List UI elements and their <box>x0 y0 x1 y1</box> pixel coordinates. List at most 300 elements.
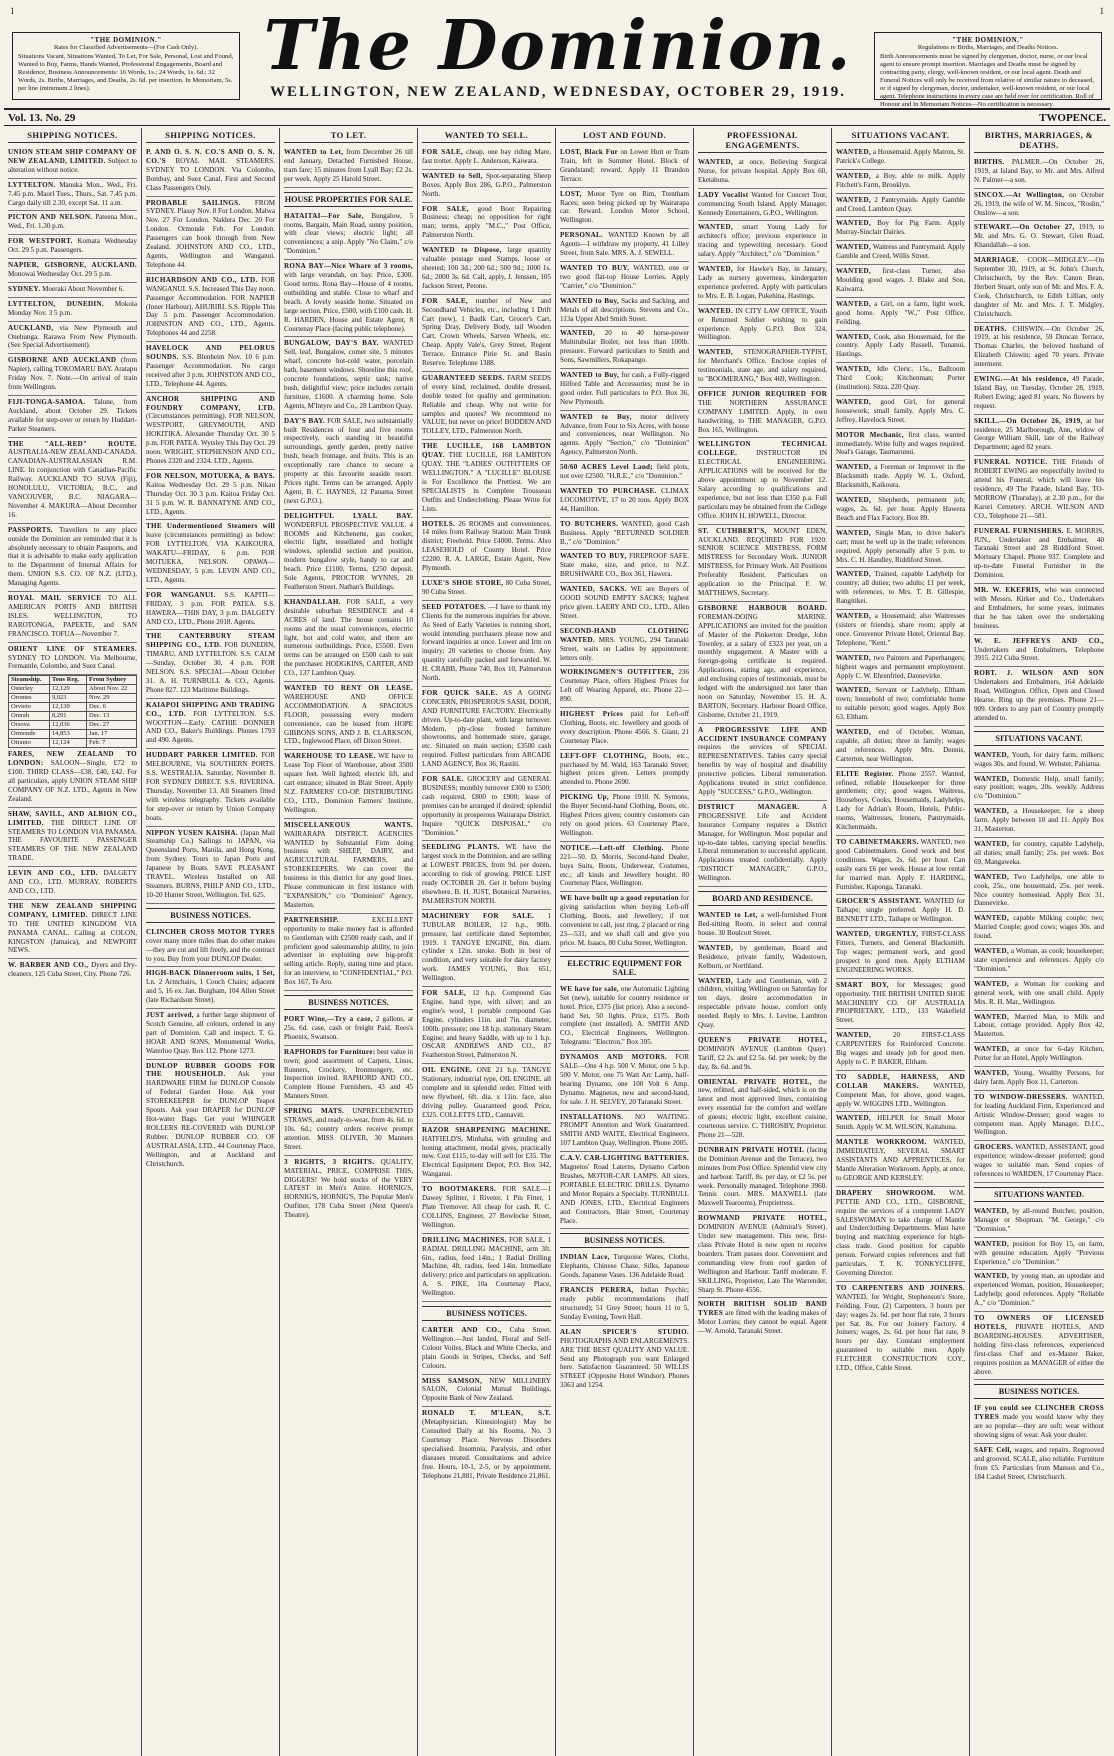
ad-heading: RICHARDSON AND CO., LTD. <box>146 275 258 284</box>
ad-heading: TO CARPENTERS AND JOINERS. <box>836 1283 965 1292</box>
table-cell: Ormonde <box>9 730 50 739</box>
ad-body: Komata Wednesday Oct. 29 5 p.m. Passengers. <box>8 237 137 255</box>
ad-heading: GUARANTEED SEEDS. <box>422 373 505 382</box>
table-cell: Otranto <box>9 739 50 748</box>
classified-advertisement <box>146 630 275 698</box>
ad-body: WANTED, ASSISTANT, good experience; window-dresser preferred; good wages to suitable man. Send copies of references to WARDEN, 17 Courtenay Place. <box>974 1143 1104 1179</box>
ad-heading: DRILLING MACHINES. <box>422 1235 507 1244</box>
ad-heading: WE have for sale, <box>560 984 619 993</box>
classified-advertisement <box>8 524 137 592</box>
ad-heading: WANTED, <box>974 872 1010 881</box>
ad-body: FOR SALE, 1 RADIAL DRILLING MACHINE, arm 3ft. 6in., radius, feed 14in.; 1 Radial Drilling Machine, 4ft. radius, feed 14in. Immediate delivery; price and particulars on application. A. S. PIKE, 10a Courtenay Place, Wellington. <box>422 1235 551 1298</box>
ad-body: Bungalow, 5 rooms, Bargain, Main Road, sunny position, with clear views; electric light; all conveniences; a snip. Apply "No Claim," c/o "Dominion." <box>284 211 413 256</box>
ad-body: Spot-separating Sheep Boxes. Apply Box 286, G.P.O., Palmerston North. <box>422 171 552 198</box>
ad-body: COOK—MIDGLEY.—On September 30, 1919, at St. John's Church, Christchurch, by the Rev. Canon Bean, Herbert Stuart, only son of Mr. and Mrs. F. A. Cook, Christchurch, to Edith Lillian, only daughter of Mr. and Mrs. J. T. Midgley, Christchurch. <box>974 256 1104 318</box>
ad-body: Monowai Wednesday Oct. 29 5 p.m. <box>8 269 112 278</box>
ad-body: for Messages; good opportunity. THE BRITISH UNITED SHOE MACHINERY CO. OF AUSTRALIA PROPRIETARY, LTD., 133 Wakefield Street. <box>836 980 965 1025</box>
ad-heading: HIGHEST Prices <box>560 710 624 719</box>
classified-advertisement <box>284 1105 413 1156</box>
ad-body: via New Plymouth and Onehunga. Rarawa From New Plymouth. (See Special Advertisement). <box>8 323 137 350</box>
ad-heading: LYTTELTON, DUNEDIN. <box>8 299 104 308</box>
ad-body: for Hawke's Bay, in January, Lady as nursery governess, kindergarten experience preferred. Apply with particulars to Mrs. E. B. Logan, Pukehina, Hastings. <box>698 265 828 300</box>
ad-body: first class, wanted immediately. Write fully and wages required. Neal's Garage, Taumarunui. <box>836 430 965 457</box>
ad-heading: WANTED, <box>560 329 596 338</box>
section-heading: BUSINESS NOTICES. <box>146 908 275 923</box>
ad-heading: WANTED to Let, <box>284 148 344 156</box>
classified-advertisement <box>836 1136 965 1187</box>
classified-advertisement <box>698 801 827 887</box>
classified-advertisement <box>560 583 689 625</box>
classified-advertisement <box>560 1326 689 1393</box>
ad-body: SYDNEY TO LONDON. Via Melbourne, Fremantle, Colombo, and Suez Canal. <box>8 653 137 671</box>
ad-heading: RONA BAY—Nice Whare of 3 rooms, <box>284 262 413 271</box>
ad-body: Shepherds, permanent job; wages, 2s. 6d. per hour. Apply Hawera Beach and Flax Factory, Box 89. <box>836 496 965 522</box>
classified-advertisement <box>8 179 137 212</box>
ad-heading: THE NEW ZEALAND SHIPPING COMPANY, LIMITED. <box>8 901 137 919</box>
ad-heading: HOTELS. <box>422 519 456 528</box>
classified-advertisement <box>284 596 413 682</box>
classified-advertisement <box>974 1043 1104 1067</box>
section-heading: SITUATIONS WANTED. <box>974 1187 1104 1202</box>
column-heading: SHIPPING NOTICES. <box>8 130 137 143</box>
ad-body: FOREMAN-DOING MARINE. APPLICATIONS are invited for the position of Master of the Pinkerton Dredge, John Townley, at a salary of £323 per year, on a monthly engagement. A Master with a foreign-going certificate is required. Applications, stating age, and experience, and enclosing copies of testimonials, must be lodged with the undersigned not later than noon on Saturday, November 15. H. A. BARTON, Secretary. Harbour Board Office, Gisborne, October 21, 1919. <box>698 612 827 719</box>
ad-body: WAIRARAPA DISTRICT. AGENCIES WANTED by Substantial Firm doing business with SHEEP, DAIRY, and AGRICULTURAL FARMERS, and STOREKEEPERS. We can cover the business in this district for any good lines. Please communicate in first instance with "EXPANSION," c/o "Dominion" Agency, Masterton. <box>284 829 413 909</box>
ad-heading: SHAW, SAVILL, AND ALBION CO., LIMITED. <box>8 809 137 827</box>
ad-body: Phone 1910. N. Symons, the Buyer Second-hand Clothing, Boots, etc. Highest Prices given; country customers can rely on good prices. 63 Courtenay Place, Wellington. <box>560 793 689 837</box>
ad-heading: GROCERS. <box>974 1143 1014 1152</box>
classified-advertisement <box>422 203 551 245</box>
ad-body: FOR SALE, two substantially built Residences of four and five rooms respectively, each standing in beautiful surroundings, gently garden, pretty native bush, beach frontage, and fruits. This is an exceptionally rare chance to secure a property at this favourite seaside resort. Prices right. Terms can be arranged. Apply Agent, B. C. HAYNES, 12 Panama Street (next G.P.O.). <box>284 416 414 505</box>
classified-advertisement <box>422 1324 551 1375</box>
ad-heading: WANTED, <box>836 496 872 505</box>
ad-body: Subject to alteration without notice. <box>8 156 137 174</box>
ad-body: by gentleman, Board and Residence, private family, Wadestown, Kelburn, or Northland. <box>698 943 827 970</box>
classified-rates-body: Situations Vacant, Situations Wanted, To Let, For Sale, Personal, Lost and Found, Wanted to Buy, Farms, Hands Wanted, Professional Engagements, Board and Residence, Business Announcements: 16 Words, 1s.; 24 Words, 1s. 6d.; 32 Words, 2s. Births, Marriages, and Deaths, 2s. 6d. per insertion. In Memoriam, 5s. per line (minimum 2 lines). <box>18 53 234 92</box>
classified-advertisement <box>146 699 275 750</box>
ad-body: 2 gallons, at 25s. 6d. case, cash or freight Paid, Rees's Phoenix, Swanson. <box>284 1015 413 1041</box>
classified-advertisement <box>560 1251 689 1284</box>
classified-advertisement <box>422 244 551 295</box>
classified-advertisement <box>836 979 965 1030</box>
classified-advertisement <box>8 808 137 867</box>
ad-body: large quantity valuable postage used Stamps, loose or sheeted; 100 3d.; 200 6d.; 500 9d.; 1000 1s. 6d.; 2000 3s. 6d. Call, apply, J. Jenssen, 105 Jackson Street, Petone. <box>422 246 551 290</box>
classified-advertisement <box>698 1298 827 1339</box>
ad-body: Dyers and Dry-cleaners, 125 Cuba Street, City. Phone 726. <box>8 961 137 979</box>
ad-body: —I have to thank my Clients for the numerous inquiries for above. As Seed of Early Varieties is running short, would intending purchasers please now and forward inquiries at once. Lower and Irm on inquiry; 20 varieties to choose from. Any quantity carefully packed and forwarded. W. H. CRABB, Phone 740, Box 10, Palmerston North. <box>422 602 551 683</box>
ad-heading: LOST, <box>560 189 582 198</box>
classified-advertisement <box>974 456 1104 524</box>
classified-advertisement <box>560 983 689 1051</box>
table-cell: 12,036 <box>49 721 86 730</box>
ad-heading: DELIGHTFUL LYALL BAY. <box>284 511 413 520</box>
classified-advertisement <box>974 945 1104 978</box>
ad-body: CHISWIN.—On October 26, 1919, at his residence, 59 Duncan Terrace, Thomas Charles, the beloved husband of Elizabeth Chiswin; aged 70 years. Private interment. <box>974 324 1105 369</box>
classified-advertisement <box>422 518 551 577</box>
table-row <box>9 730 137 739</box>
ad-heading: WANTED, <box>836 653 872 662</box>
classified-advertisement <box>422 295 551 372</box>
table-row <box>9 712 137 721</box>
table-cell: Nov. 29 <box>87 694 137 703</box>
ad-heading: WANTED, <box>698 943 734 952</box>
classified-advertisement <box>146 393 275 470</box>
classified-advertisement <box>974 1091 1104 1142</box>
ad-heading: EWING.—At his residence, <box>974 375 1069 384</box>
ad-heading: FOR SALE. <box>422 775 464 784</box>
ad-body: a Housemaid. Apply Matron, St. Patrick's College. <box>836 148 965 165</box>
ad-heading: HAVELOCK AND PELORUS SOUNDS. <box>146 344 275 362</box>
classified-advertisement <box>974 525 1104 584</box>
ad-heading: SECOND-HAND CLOTHING WANTED. <box>560 626 689 644</box>
ad-body: WANTED for Taihape; single preferred. Apply H. D. BENNETT LTD., Taihape or Wellington. <box>836 897 965 924</box>
classified-advertisement <box>836 928 965 979</box>
ad-heading: FOR NELSON, MOTUEKA, & BAYS. <box>146 471 275 480</box>
classified-rates-box <box>12 32 240 100</box>
classified-advertisement <box>560 791 689 842</box>
classified-advertisement <box>974 254 1104 322</box>
classified-advertisement <box>836 146 965 170</box>
ad-body: Magnetos' Road Laterns, Dynamo Carbon Brushes, MOTOR-CAR LAMPS. All sizes, PORTABLE ELECTRIC DRILLS. Dynamo and Motor Repairs a Specialty. TURNBULL AND JONES, LTD., Electrical Engineers and Contractors, Blair Street, Courtenay Place. <box>560 1163 689 1225</box>
ad-body: are fitted with the leading makes of Motor Lorries; they cannot be equal. Agent—W. Arnold, Taranaki Street. <box>698 1309 827 1336</box>
ad-body: cover many more miles than do other makes—they are cut and lift freely, and the contract to you. Buy from your DUNLOP Dealer. <box>146 936 275 963</box>
ad-body: FOR SALE—One 4 h.p. 500 V. Motor, one 5 h.p. 500 V. Motor, one 75 Watt Arc Lamp, half-bearing Dynamo, one 100 Volt 6 Amp. Dynamo. Magnetos, new and second-hand, for sale. J. H. SELVEY, 20 Taranaki Street. <box>560 1053 689 1106</box>
ad-body: DIRECT LINE TO THE UNITED KINGDOM VIA PANAMA CANAL. Calling at COLON, KINGSTON (Jamaica), and NEWPORT NEWS. <box>8 910 137 955</box>
classified-advertisement <box>560 146 689 188</box>
classified-advertisement <box>560 369 689 411</box>
classified-advertisement <box>560 666 689 708</box>
ad-heading: C.A.V. CAR-LIGHTING BATTERIES. <box>560 1154 689 1163</box>
classified-advertisement <box>836 568 965 610</box>
ad-heading: CARTER AND CO., <box>422 1326 502 1335</box>
ad-heading: TO OWNERS OF LICENSED HOTELS, <box>974 1314 1104 1331</box>
ad-heading: KHANDALLAH. <box>284 597 341 606</box>
ad-heading: AUCKLAND, <box>8 323 54 332</box>
ad-heading: WANTED, <box>974 1069 1010 1078</box>
ad-heading: WANTED, <box>836 1114 872 1123</box>
ad-body: Boy for Pig Farm. Apply Murray-Sinclair Dairies. <box>836 219 965 237</box>
ad-heading: LOST, Black Fur <box>560 148 619 156</box>
ad-body: FIREPROOF SAFE. State make, size, and price, to N.Z. BRUSHWARE CO., Box 361, Hawera. <box>560 552 689 579</box>
ad-body: wages, and repairs. Regrooved and grooved. SCALE, also reliable. Furniture from £5. Particulars from Manson and Co., 184 Cashel Street, Christchurch. <box>974 1446 1104 1481</box>
ad-heading: WANTED, <box>698 976 734 985</box>
ad-heading: MOTOR Mechanic, <box>836 430 904 439</box>
ad-heading: LYTTELTON. <box>8 180 56 189</box>
ad-body: QUALITY, MATERIAL, PRICE, COMPRISE THIS, DIGGERS! We hold stocks of the VERY LATEST in Men's Attire. HORNIG'S, HORNIG'S, HORNIG'S, The Popular Men's Outfitter, 178 Cuba Street (Next Queen's Theatre). <box>284 1157 413 1220</box>
classified-advertisement <box>836 461 965 494</box>
classified-advertisement <box>8 438 137 524</box>
ad-heading: SMART BOY, <box>836 980 889 989</box>
classified-advertisement <box>836 194 965 218</box>
table-cell: 8,291 <box>49 712 86 721</box>
ad-heading: 50/60 ACRES Level Land; <box>560 463 653 472</box>
classified-advertisement <box>422 1407 551 1483</box>
classified-advertisement <box>422 1183 551 1234</box>
classified-advertisement <box>8 146 137 179</box>
ad-body: THE LUCILLE, 168 LAMBTON QUAY. THE "LADIES' OUTFITTERS OF WELLINGTON." A "LUCILLE" BLOUSE is For Excellence the Prettiest. We are SPECIALISTS in Complete Trousseau Outfits and Underclothing. Please Write for Lists. <box>422 451 551 513</box>
classified-advertisement <box>974 1270 1104 1312</box>
classified-advertisement <box>698 724 827 801</box>
table-cell: 12,130 <box>49 703 86 712</box>
classified-advertisement <box>146 520 275 588</box>
classified-advertisement <box>146 342 275 393</box>
ad-heading: RAPHORDS for Furniture: <box>284 1047 376 1056</box>
notices-regulations-subtitle: Regulations re Births, Marriages, and Deaths Notices. <box>917 44 1059 51</box>
ad-heading: WANTED, <box>974 914 1010 923</box>
ad-body: Indian Psychic; ready public recommendations (half structured); 51 Grey Street; hours 11 to 5, Sunday Evening, Town Hall. <box>560 1286 689 1321</box>
classified-advertisement <box>560 295 689 328</box>
classified-advertisement <box>836 363 965 396</box>
classified-advertisement <box>836 1187 965 1282</box>
ad-body: THE Friends of ROBERT EWING are respectfully invited to attend his Funeral, which will leave his residence, 49 The Parade, Island Bay, TO-MORROW (Thursday), at 2.30 p.m., for the Karori Cemetery. ARCH. WILSON AND CO., Telephone 21—581. <box>974 458 1104 520</box>
classified-advertisement <box>974 415 1104 457</box>
ad-heading: BUNGALOW, DAY'S BAY. <box>284 339 379 348</box>
classified-advertisement <box>974 373 1104 415</box>
ad-body: smart Young Lady for architect's office; previous experience in tracing and typewriting necessary. Good salary. Apply "Architect," c/o "Dominion." <box>698 223 827 259</box>
ad-heading: CLINCHER CROSS MOTOR TYRES <box>146 927 275 936</box>
ad-body: at once, Believing Surgical Nurse, for private hospital. Apply Box 60, Eketahuna. <box>698 158 827 184</box>
classified-advertisement <box>146 1009 275 1060</box>
table-row <box>9 703 137 712</box>
ad-heading: WANTED to Buy, <box>560 412 632 421</box>
ad-body: WAREHOUSE AND OFFICE ACCOMMODATION. A SPACIOUS FLOOR, possessing every modern convenience, can be leased from HOPE GIBBONS SONS, AND J. B. CLARKSON, LTD., Inglewood Place, off Dixon Street. <box>284 692 413 746</box>
classified-advertisement <box>284 1013 413 1046</box>
ad-body: good Girl, for general housework; small family. Apply Mrs. C. Jeffrey, Havelock Street. <box>836 397 965 424</box>
ad-body: PALMER.—On October 26, 1919, at Island Bay, to Mr. and Mrs. Alfred N. Palmer—a son. <box>974 158 1105 184</box>
ad-body: DOMINION AVENUE (Lambton Quay). Tariff, £2 2s. and £2 5s. 6d. per week; by the day, 8s. 6d. and 9s. <box>698 1044 827 1071</box>
ad-body: PRIVATE HOTELS, AND BOARDING-HOUSES. ADVERTISER, holding first-class references, experienced first-class Chef and ex-Master Baker, requires position as MANAGER of either the above. <box>974 1322 1104 1376</box>
ad-heading: SKILL.—On October 26, 1919, <box>974 416 1083 425</box>
page-edge-number-right: 1 <box>1099 6 1104 16</box>
ad-body: WANTED, two good Cabinetmakers. Good work and best conditions. Wages, 2s. 6d. per hour. Can easily earn £6 per week. House at low rental for married man. Apply F. HARDING, Furnisher, Kaponga, Taranaki. <box>836 838 965 891</box>
ad-body: PHOTOGRAPHS AND ENLARGEMENTS. ARE THE BEST QUALITY AND VALUE. Send any Photograph you want Enlarged here. Satisfaction Guaranteed. 50 WILLIS STREET (Opposite Hotel Windsor). Phones 3363 and 1254. <box>560 1336 689 1390</box>
ad-heading: FOR SALE, <box>422 204 469 213</box>
masthead <box>8 6 1106 106</box>
ad-heading: PARTNERSHIP. <box>284 915 339 924</box>
table-row <box>9 685 137 694</box>
newspaper-column <box>556 128 694 1756</box>
classified-advertisement <box>422 601 551 687</box>
classified-advertisement <box>974 1444 1104 1485</box>
classified-advertisement <box>284 210 413 261</box>
ad-body: at once for 6-day Kitchen, Porter for an Hotel, Apply Wellington. <box>974 1045 1104 1063</box>
ad-heading: WANTED, <box>698 265 734 274</box>
section-heading: BOARD AND RESIDENCE. <box>698 891 827 906</box>
ad-heading: PASSPORTS. <box>8 525 53 534</box>
ad-body: two Painters and Paperhangers; highest wages and permanent employment. Apply C. W. Ehrenfried, Dannevirke. <box>836 653 965 680</box>
ad-body: Young, Wealthy Persons, for dairy farm. Apply Box 11, Carterton. <box>974 1069 1104 1086</box>
ad-body: Trained, capable Ladyhelp for country; all duties; two adults; £1 per week, with references, to Mrs. T. B. Gillespie, Rangitikei. <box>836 570 965 606</box>
ad-heading: ALAN SPICER'S STUDIO. <box>560 1327 689 1336</box>
ad-heading: PICTON AND NELSON. <box>8 213 93 222</box>
classified-advertisement <box>284 1156 413 1223</box>
ad-body: WANTED Known by all Agents—I withdraw my property, 41 Lilley Street, from Sale. MRS. A. J. SEWELL. <box>560 231 689 258</box>
classified-advertisement <box>698 1144 827 1212</box>
ad-body: a Housemaid; also Waitresses (sisters or friends), share room; apply at once. Grosvenor Private Hotel, Oriental Bay. Telephone, "Kent." <box>836 612 965 647</box>
ad-body: for giving satisfaction when buying Left-off Clothing, Boots, and Jewellery; if not convenient to call, just ring, 2 placard or ring 23—531, and we shall call and give you price. M. Isaacs, 80 Cuba Street, Wellington. <box>560 894 689 947</box>
ad-heading: NIPPON YUSEN KAISHA. <box>146 828 238 837</box>
ad-body: TO ALL AMERICAN PORTS AND BRITISH ISLES. WELLINGTON, TO RAROTONGA, PAPEETE, and SAN FRANCISCO. TOFUA—November 7. <box>8 594 138 638</box>
classified-advertisement <box>974 773 1104 806</box>
ad-body: AUSTRALIA-NEW ZEALAND-CANADA. CANADIAN-AUSTRALASIAN R.M. LINE. In conjunction with Canadian-Pacific Railway. AUCKLAND TO SUVA (Fiji), HONOLULU, VICTORIA, B.C., and VANCOUVER, B.C. NIAGARA—November 4. MAKURA—About December 16. <box>8 448 137 519</box>
classified-advertisement <box>698 1034 827 1076</box>
classified-advertisement <box>836 836 965 895</box>
ad-heading: BIRTHS. <box>974 158 1005 166</box>
ad-body: cheap, one bay riding Mare, fast trotter. Apply L. Anderson, Kaiwara. <box>422 148 551 165</box>
classified-advertisement <box>836 527 965 569</box>
ad-heading: ROBT. J. WILSON AND SON <box>974 669 1104 678</box>
classified-advertisement <box>836 1282 965 1376</box>
classified-advertisement <box>560 842 689 893</box>
ad-heading: PORT Wine,—Try a case, <box>284 1015 373 1024</box>
ad-body: Sacks and Sacking, and Metals of all descriptions. Stevens and Co., 113a Upper Abel Smith Street. <box>560 296 689 323</box>
table-cell: 12,129 <box>49 685 86 694</box>
ad-body: (from Napier), calling TOKOMARU BAY. Aratapu Friday Nov. 7. Note.—On arrival of train from Wellington. <box>8 356 137 392</box>
classified-advertisement <box>836 396 965 429</box>
section-heading: BUSINESS NOTICES. <box>284 995 413 1010</box>
classified-advertisement <box>836 170 965 194</box>
sailing-schedule-table <box>8 675 137 748</box>
ad-heading: HATAITAI—For Sale, <box>284 211 364 220</box>
classified-advertisement <box>422 1234 551 1302</box>
ad-heading: SINCOX.—At Wellington, <box>974 190 1065 199</box>
classified-advertisement <box>698 438 827 524</box>
ad-heading: WANTED, <box>974 1045 1010 1054</box>
column-heading: TO LET. <box>284 130 413 143</box>
ad-heading: INDIAN Lace, <box>560 1253 610 1262</box>
ad-heading: WANTED, <box>836 299 872 308</box>
table-cell: Feb. 7 <box>87 739 137 748</box>
column-heading: PROFESSIONAL ENGAGEMENTS. <box>698 130 827 153</box>
ad-body: WE have to Lease Top Floor of Warehouse, about 3500 square feet. Well lighted; electric lift, and cart entrance; situated in Blair Street. Apply N.Z. FARMERS' CO-OP. DISTRIBUTING CO., LTD., Dominion Farmers' Institute, Wellington. <box>284 752 413 814</box>
column-heading: SHIPPING NOTICES. <box>146 130 275 143</box>
ad-body: Single Man, to drive baker's cart; must be well up in the trade; references required. Apply personally after 5 p.m. to Mrs. C. H. Handley, Riddiford Street. <box>836 528 965 564</box>
classified-advertisement <box>284 146 413 188</box>
ad-body: a Foreman or Improver in the Blacksmith trade. Apply W. L. Oxford, Blacksmith, Kaikoura. <box>836 463 965 490</box>
ad-heading: WANTED, <box>836 267 872 276</box>
classified-advertisement <box>836 1029 965 1071</box>
ad-body: S.S. Blenheim Nov. 10 6 p.m. Passenger Accommodation. No cargo received after 3 p.m. JOHNSTON AND CO., LTD., Telephone 44. Agents. <box>146 353 275 388</box>
section-heading: ELECTRIC EQUIPMENT FOR SALE. <box>560 956 689 980</box>
ad-body: Travellers to any place outside the Dominion are reminded that it is absolutely necessary to obtain Passports, and that it is advisable to make early application to the Department of Internal Affairs for them. UNION S.S. CO. OF N.Z. (LTD.), Managing Agents. <box>8 525 138 588</box>
ad-body: the new, refitted, and half-sided, which is on the latest and most approved lines, containing every essential for the comfort and welfare of guests; electric light, excellent cuisine, courteous service. C. THROSBY, Proprietor. Phone 21—528. <box>698 1077 827 1139</box>
classified-advertisement <box>698 305 827 347</box>
ad-body: 20 FIRST-CLASS CARPENTERS for Reinforced Concrete. Big wages and steady job for good men. Apply to C. P. BAKER, Eltham. <box>836 1031 965 1066</box>
classified-advertisement <box>698 263 827 305</box>
ad-heading: WANTED, <box>974 807 1010 816</box>
classified-advertisement <box>836 1112 965 1136</box>
ad-body: leave (circumstances permitting) as below: FOR LYTTELTON, VIA KAIKOURA. WAKATU—FRIDAY, 6 p.m. FOR MOTUEKA, NELSON. OPAWA—WEDNESDAY, 5 p.m. LEVIN AND CO., LTD., Agents. <box>146 531 275 584</box>
ad-body: Motor Tyre on Rim, Trentham Races; seen being picked up by Wairarapa car. Reward. London Motor School, Wellington. <box>560 189 689 225</box>
ad-heading: LEVIN AND CO., LTD. <box>8 869 98 878</box>
ad-body: HATFIELD'S, Minhaha, with grinding and honing attachment, modal gives, practically new. Cost £115, to-day will sell for £35. The Electrical Equipment Depot, P.O. Box 342, Wanganui. <box>422 1134 551 1179</box>
newspaper-column <box>832 128 970 1756</box>
classified-advertisement <box>8 643 137 676</box>
classified-advertisement <box>974 838 1104 871</box>
ad-body: one Automatic Lighting Set (new), suitable for country residence or hotel. Price, £375 (list price). Also a second-hand Set, 50 lights. Price, £175. Both complete (not installed). A. SMITH AND CO., Electrical Engineers, Wellington. Telegrams: "Electron," Box 395. <box>560 984 689 1047</box>
section-heading: BUSINESS NOTICES. <box>974 1384 1104 1399</box>
ad-heading: WANTED TO PURCHASE. <box>560 487 657 495</box>
ad-body: S.S. KAPITI—FRIDAY, 3 p.m. FOR PATEA. S.S. HAWERA—THIS DAY, 3 p.m. DALGETY AND CO., LTD., Phone 2018. Agents. <box>146 590 275 626</box>
ad-body: Cuba Street, Wellington.—Just landed, Floral and Self-Colour Voiles, Black and White Checks, and plain Goods in Stripes, Checks, and Self Colours. <box>422 1326 551 1370</box>
classified-advertisement <box>836 241 965 265</box>
ad-body: made you would know why they are so popular—they are soft; wear without showing signs of wear. Ask your dealer. <box>974 1413 1104 1440</box>
ad-body: 12 h.p. Compound Gas Engine, hand type, with silver; and an engine's wool, 1 portable compound Gas Engine, cylinders 11in. and 7in. diameter, 100lb. pressure; one 18 h.p. stationary Steam Engine; and heavy Saddle, with up to 1 h.p. OSCAR ANDREWS AND CO., 87 Featherston Street, Palmerston N. <box>422 989 551 1060</box>
classified-advertisement <box>146 827 275 904</box>
ad-body: FARM SEEDS of every kind, reclaimed, double dressed, double tested for quality and germination. Reliable and cheap. Why not write for samples and quotes? We recommend no VALUE, but never on price! BODDEN AND TOLLEY, LTD., Palmerston North. <box>422 373 551 436</box>
classified-advertisement <box>284 415 413 510</box>
ad-body: HELPER for Small Motor Smith. Apply W. M. WILSON, Kaitahuna. <box>836 1114 965 1132</box>
ad-heading: WANTED to Dispose, <box>422 246 502 255</box>
ad-heading: FUNERAL NOTICE. <box>974 458 1048 467</box>
ad-heading: KAIAPOI SHIPPING AND TRADING CO., LTD. <box>146 700 275 718</box>
ad-body: motor delivery Advance, from Four to Six Acres, with house and conveniences, near Wellington. No agents. Apply "Section," c/o "Dominion" Agency, Palmerston North. <box>560 412 689 457</box>
classified-advertisement <box>560 229 689 262</box>
classified-advertisement <box>698 942 827 975</box>
classified-advertisement <box>284 682 413 750</box>
classified-advertisement <box>422 577 551 601</box>
ad-body: Talune, from Auckland, about October 29. Tickets available for step-over or return by Huddart-Parker Steamers. <box>8 397 137 433</box>
classified-advertisement <box>974 1238 1104 1271</box>
classified-advertisement <box>422 773 551 841</box>
classified-advertisement <box>8 396 137 438</box>
ad-body: (Japan Mail Steamship Co.) Sailings to JAPAN, via Queensland Ports, Manila, and Hong Kong, from Sydney. Tours to Japan Ports and Japanese by Boats. SAVE PLEASANT TRAVEL. Wireless Installed on All Steamers. BURNS, PHILP AND CO., LTD., 10-20 Hunter Street, Wellington. Tel. 625. <box>146 828 275 899</box>
ad-heading: SPRING MATS. <box>284 1107 345 1116</box>
classified-advertisement <box>836 217 965 241</box>
volume-number: Vol. 13. No. 29 <box>8 112 76 124</box>
ad-heading: TO WINDOW-DRESSERS. <box>974 1092 1068 1101</box>
notices-regulations-title: "THE DOMINION." <box>952 36 1024 44</box>
ad-body: Ask your HARDWARE FIRM for DUNLOP Console of Federal Garden Hose. Ask your STOREKEEPER for DUNLOP Teapot Spouts. Ask your DRAPER for DUNLOP Hot-water Bags. Get your WHINGER ROLLERS RE-COVERED with DUNLOP Rubber. DUNLOP RUBBER CO. OF AUSTRALASIA, LTD., 44 Courtenay Place, Wellington, and at Auckland and Christchurch. <box>146 1070 275 1168</box>
ad-heading: ROYAL MAIL SERVICE <box>8 594 102 603</box>
ad-body: at her residence, 25 Marlborough, Ann, widow of George William Skill, late of the Railway Department; aged 82 years. <box>974 416 1104 452</box>
ad-body: by young man, an uptodate and experienced Woman, position, Housekeeper; Ladyhelp; good references. Apply "Reliable A.," c/o "Dominion." <box>974 1272 1104 1308</box>
table-cell: Dec. 27 <box>87 721 137 730</box>
classified-advertisement <box>8 283 137 298</box>
classified-advertisement <box>560 550 689 583</box>
price-label: TWOPENCE. <box>1039 112 1106 124</box>
ad-heading: INSTALLATIONS. <box>560 1112 624 1121</box>
classified-advertisement <box>836 895 965 928</box>
ad-heading: WANTED to Buy, <box>560 371 620 380</box>
ad-heading: FUNERAL FURNISHERS. <box>974 526 1064 535</box>
column-heading: BIRTHS, MARRIAGES, & DEATHS. <box>974 130 1104 153</box>
ad-body: a Woman, as cook; housekeeper; state experience and references. Apply c/o "Dominion." <box>974 947 1104 973</box>
ad-body: Undertakers and Embalmers, 164 Adelaide Road, Wellington. Office, Open and Closed Hearse. Ring up the premises. Phone 21—909. Orders to any part of Country promptly attended to. <box>974 678 1104 722</box>
classified-advertisement <box>422 910 551 987</box>
ad-heading: IF you could see CLINCHER CROSS TYRES <box>974 1404 1104 1422</box>
ad-heading: DISTRICT MANAGER. <box>698 802 800 811</box>
table-cell: 9,023 <box>49 694 86 703</box>
classified-advertisement <box>836 331 965 364</box>
classified-advertisement <box>836 1071 965 1113</box>
ad-body: a further large shipment of Scotch Genuine, all colours, ordered in any part of Dominion. Call and inspect. T. G. HOAR AND SONS, Monumental Works, Waterloo Quay. Box 112. Phone 1273. <box>146 1011 275 1055</box>
classified-advertisement <box>422 1064 551 1123</box>
ad-heading: WANTED, <box>974 979 1010 988</box>
ad-body: Wanted for Concert Tour, commencing South Island. Apply Manager, Kennedy Entertainers, G.P.O., Wellington. <box>698 190 827 217</box>
ad-heading: WANTED, <box>698 158 734 166</box>
ad-heading: W. BARBER AND CO., <box>8 961 89 970</box>
ad-heading: TO BOOTMAKERS. <box>422 1185 497 1194</box>
ad-body: who was connected with Messrs. Kirker and Co., Undertakers and Embalmers, for some years, intimates that he has taken over the undertaking business. <box>974 586 1104 630</box>
ad-body: Two Ladyhelps, one able to cook, 25s., one housemaid, 25s. per week. Nice country homestead. Apply Box 31, Dannevirke. <box>974 872 1105 908</box>
table-header-cell: Steamship. <box>9 676 50 685</box>
classified-advertisement <box>284 260 413 337</box>
classified-advertisement <box>836 726 965 768</box>
ad-heading: JUST arrived, <box>146 1011 194 1020</box>
classified-rates-title: "THE DOMINION." <box>90 36 162 44</box>
ad-heading: A PROGRESSIVE LIFE AND ACCIDENT INSURANCE COMPANY <box>698 725 827 743</box>
table-row <box>9 694 137 703</box>
